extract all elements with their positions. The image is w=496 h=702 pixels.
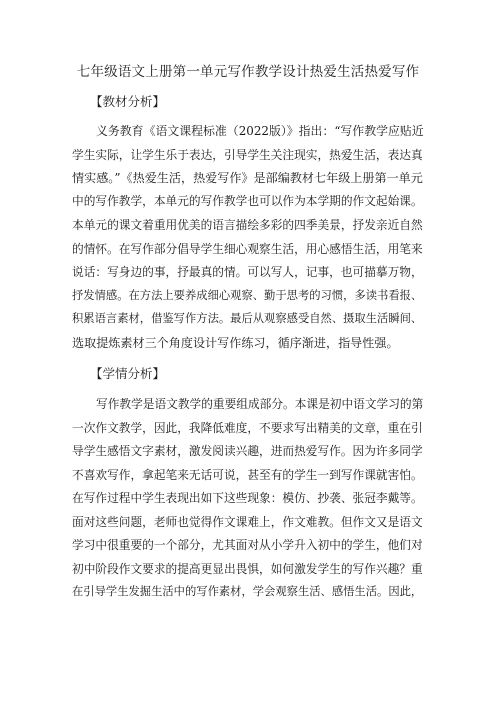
section-heading-student-analysis: 【学情分析】 bbox=[90, 366, 166, 381]
paragraph-line: 不喜欢写作，拿起笔来无话可说，甚至有的学生一到写作课就害怕。 bbox=[72, 468, 423, 482]
paragraph-line: 在写作过程中学生表现出如下这些现象：模仿、抄袭、张冠李戴等。 bbox=[72, 491, 423, 505]
paragraph-line: 中的写作教学，本单元的写作教学也可以作为本学期的作文起始课。 bbox=[72, 194, 423, 208]
paragraph-line: 面对这些问题，老师也觉得作文课难上，作文难教。但作文又是语文 bbox=[72, 515, 423, 529]
paragraph-line: 导学生感悟文字素材，激发阅读兴趣，进而热爱写作。因为许多同学 bbox=[72, 444, 423, 458]
paragraph-line: 学习中很重要的一个部分，尤其面对从小学升入初中的学生，他们对 bbox=[72, 538, 423, 552]
paragraph-line: 本单元的课文着重用优美的语言描绘多彩的四季美景，抒发亲近自然 bbox=[72, 218, 423, 232]
paragraph-line: 在引导学生发掘生活中的写作素材，学会观察生活、感悟生活。因此， bbox=[72, 585, 423, 598]
paragraph-line: 选取提炼素材三个角度设计写作练习，循序渐进，指导性强。 bbox=[72, 336, 399, 350]
paragraph-line: 学生实际，让学生乐于表达，引导学生关注现实，热爱生活，表达真 bbox=[72, 148, 423, 162]
paragraph-line: 义务教育《语文课程标准（2022版）》指出：“写作教学应贴近 bbox=[96, 124, 424, 138]
paragraph-line: 积累语言素材，借鉴写作方法。最后从观察感受自然、摄取生活瞬间、 bbox=[72, 312, 423, 325]
paragraph-line: 的情怀。在写作部分倡导学生细心观察生活，用心感悟生活，用笔来 bbox=[72, 242, 423, 256]
document-title: 七年级语文上册第一单元写作教学设计热爱生活热爱写作 bbox=[76, 64, 420, 80]
paragraph-line: 初中阶段作文要求的提高更显出畏惧，如何激发学生的写作兴趣？重 bbox=[72, 562, 423, 576]
section-heading-textbook-analysis: 【教材分析】 bbox=[90, 94, 166, 109]
paragraph-line: 说话：写身边的事，抒最真的情。可以写人，记事，也可描摹万物， bbox=[72, 265, 423, 279]
paragraph-line: 情实感。”《热爱生活，热爱写作》是部编教材七年级上册第一单元 bbox=[72, 171, 423, 185]
paragraph-line: 一次作文教学，因此，我降低难度，不要求写出精美的文章，重在引 bbox=[72, 421, 423, 435]
paragraph-line: 抒发情感。在方法上要养成细心观察、勤于思考的习惯，多读书看报、 bbox=[72, 289, 423, 302]
paragraph-line: 写作教学是语文教学的重要组成部分。本课是初中语文学习的第 bbox=[96, 397, 424, 411]
